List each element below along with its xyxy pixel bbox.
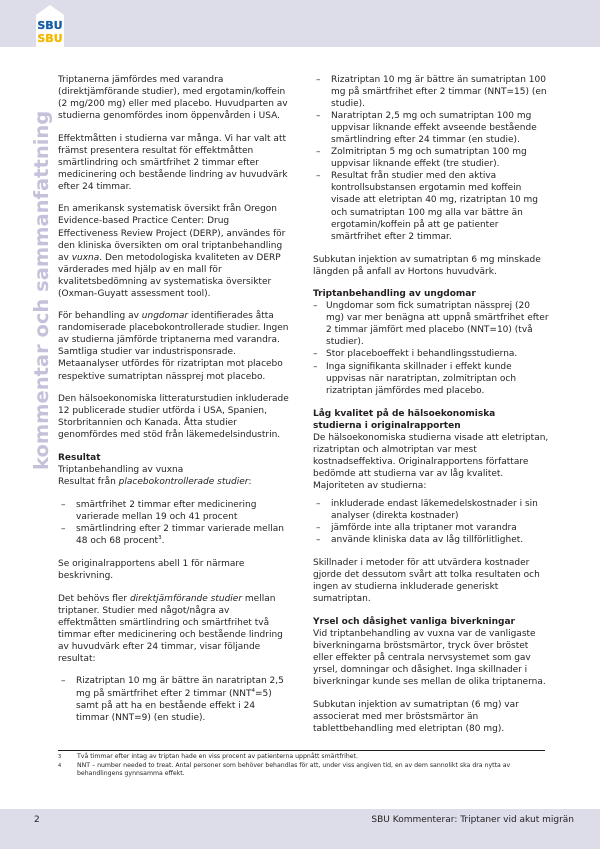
paragraph-cost-methods: Skillnader i metoder för att utvärdera kostnader gjorde det dessutom svårt att tolka resultaten och ingen av studierna inkluderade generiskt sumatriptan. [313,558,540,605]
paragraph-injection-side-effects: Subkutan injektion av sumatriptan (6 mg) var associerat med mer bröstsmärtor än tablettbehandling med eletriptan (80 mg). [313,699,519,734]
paragraph-derp-review: En amerikansk systematisk översikt från Oregon Evidence-based Practice Center: Drug Effectiveness Review Project (DERP), användes för den kliniska översikten om oral triptanbehandling av vuxna. Den metodologiska kvaliteten av DERP värderades med hjälp av en mall för kvalitetsbedömning av systematiska översikter (Oxman-Guyatt assessment tool). [58,204,286,299]
list-item: – smärtlindring efter 2 timmar varierade mellan 48 och 68 procent$^3$. [58,523,289,547]
paragraph-direct-comparisons: Det behövs fler direktjämförande studier mellan triptaner. Studier med något/några av effektmåtten smärtlindring och smärtfrihet två timmar efter medicinering och bestående lindring av huvudvärk efter 24 timmar, visar följande resultat: [58,593,283,664]
footnote-text: NNT – number needed to treat. Antal personer som behöver behandlas för att, under viss angiven tid, en av dem sannolikt ska dra nytta av behandlingens gynnsamma effekt. [77,761,511,778]
logo-text-yellow: SBU [37,32,63,45]
running-title: SBU Kommenterar: Triptaner vid akut migrän [371,815,574,825]
quality-heading-line1: Låg kvalitet på de hälsoekonomiska [313,408,496,419]
footnote-item [58,753,545,762]
list-item: – Rizatriptan 10 mg är bättre än sumatriptan 100 mg på smärtfrihet efter 2 timmar (NNT=15) (en studie). [313,74,549,110]
footnote-item [58,762,545,779]
footnote-divider [58,750,545,751]
footnote-text: Två timmar efter intag av triptan hade en viss procent av patienterna uppnått smärtfrihet. [77,753,359,760]
results-heading: Resultat [58,452,101,463]
list-item: – använde kliniska data av låg tillförlitlighet. [313,534,549,546]
list-item: – Stor placeboeffekt i behandlingsstudierna. [313,348,549,360]
vertical-section-label-text: kommentar och sammanfattning [30,110,53,470]
logo-text-blue: SBU [37,19,63,32]
quality-heading-line2: studierna i originalrapporten [313,420,461,431]
right-column [313,74,549,745]
list-item: – Inga signifikanta skillnader i effekt kunde uppvisas när naratriptan, zolmitriptan och rizatriptan jämfördes med placebo. [313,361,549,397]
list-item: – Resultat från studier med den aktiva kontrollsubstansen ergotamin med koffein visade att eletriptan 40 mg, rizatriptan 10 mg och sumatriptan 100 mg alla var bättre än ergotamin/koffein på att ge patienter smärtfrihet efter 2 timmar. [313,170,549,242]
results-intro: Resultat från placebokontrollerade studier: [58,476,252,487]
sbu-logo [33,5,67,47]
list-item: – jämförde inte alla triptaner mot varandra [313,522,549,534]
paragraph-quality: De hälsoekonomiska studierna visade att eletriptan, rizatriptan och almotriptan var mest kostnadseffektiva. Originalrapportens författare bedömde att studierna var av låg kvalitet. Majoriteten av studierna: [313,432,549,491]
page-number: 2 [34,815,40,825]
paragraph-side-effects: Vid triptanbehandling av vuxna var de vanligaste biverkningarna bröstsmärtor, tryck över bröstet eller effekter på centrala nervsystemet som gav yrsel, domningar och dåsighet. Inga skillnader i biverkningar kunde ses mellan de olika triptanerna. [313,628,546,688]
footnote-number: 3 [58,754,62,760]
list-item: – Naratriptan 2,5 mg och sumatriptan 100 mg uppvisar liknande effekt avseende bestående smärtlindring efter 24 timmar (en studie). [313,110,549,146]
side-effects-heading: Yrsel och dåsighet vanliga biverkningar [313,616,515,627]
list-item: – Rizatriptan 10 mg är bättre än naratriptan 2,5 mg på smärtfrihet efter 2 timmar $(NNT^4=5)$ samt på att ha en bestående effekt i 24 timmar (NNT=9) (en studie). [58,675,289,723]
list-item: – Zolmitriptan 5 mg och sumatriptan 100 mg uppvisar liknande effekt (tre studier). [313,146,549,170]
left-column [58,74,289,724]
paragraph-study-design: Triptanerna jämfördes med varandra (direktjämförande studier), med ergotamin/koffein (2 mg/200 mg) eller med placebo. Huvudparten av studierna genomfördes inom öppenvården i USA. [58,75,288,122]
paragraph-subcutaneous: Subkutan injektion av sumatriptan 6 mg minskade längden på anfall av Hortons huvudvärk. [313,254,541,277]
vertical-section-label [28,70,54,470]
paragraph-health-economics: Den hälsoekonomiska litteraturstudien inkluderade 12 publicerade studier utförda i USA, Spanien, Storbritannien och Kanada. Åtta studier genomfördes med stöd från läkemedelsindustrin. [58,394,289,441]
list-item: – smärtfrihet 2 timmar efter medicinering varierade mellan 19 och 41 procent [58,499,289,523]
header-band [0,0,600,47]
list-item: – inkluderade endast läkemedelskostnader i sin analyser (direkta kostnader) [313,498,549,522]
youth-heading: Triptanbehandling av ungdomar [313,289,476,300]
paragraph-outcome-measures: Effektmåtten i studierna var många. Vi har valt att främst presentera resultat för effektmåtten smärtlindring och smärtfrihet 2 timmar efter medicinering och bestående lindring av huvudvärk efter 24 timmar. [58,133,288,192]
footnotes [58,753,545,779]
results-subheading: Triptanbehandling av vuxna [58,464,184,475]
footnote-number: 4 [58,762,62,769]
paragraph-see-table: Se originalrapportens abell 1 för närmare beskrivning. [58,559,245,582]
paragraph-youth-studies: För behandling av ungdomar identifierades åtta randomiserade placebokontrollerade studier. Ingen av studierna jämförde triptanerna med varandra. Samtliga studier var industrisponsrade. Metaanalyser utfördes för rizatriptan mot placebo respektive sumatriptan nässprej mot placebo. [58,311,289,382]
list-item: – Ungdomar som fick sumatriptan nässprej (20 mg) var mer benägna att uppnå smärtfrihet efter 2 timmar jämfört med placebo (NNT=10) (två studier). [313,300,549,348]
